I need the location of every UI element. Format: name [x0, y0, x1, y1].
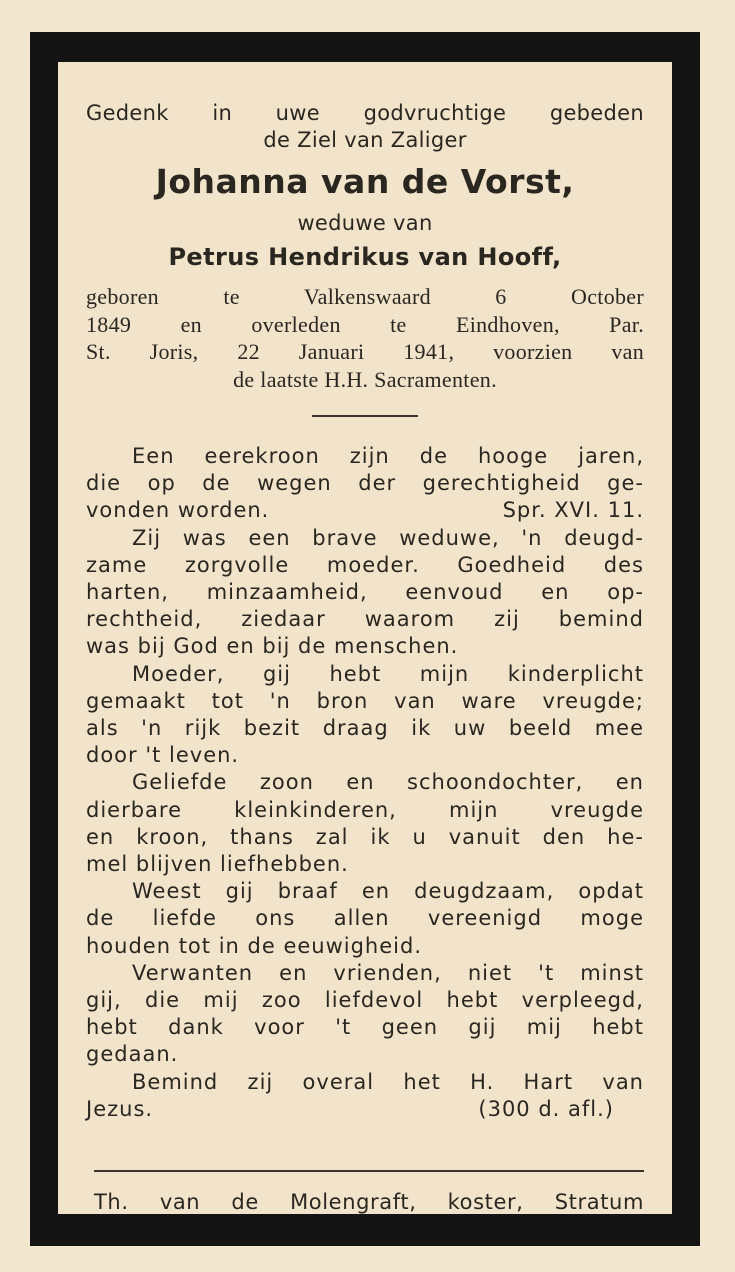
paragraph-line: de liefde ons allen vereenigd moge — [86, 906, 644, 931]
husband-name: Petrus Hendrikus van Hooff, — [168, 243, 562, 271]
verse-text: vonden worden. — [86, 498, 270, 523]
paragraph-line: rechtheid, ziedaar waarom zij bemind — [86, 607, 644, 632]
paragraph-line: Zij was een brave weduwe, 'n deugd- — [132, 525, 644, 550]
paragraph-line: als 'n rijk bezit draag ik uw beeld mee — [86, 716, 644, 741]
paragraph-line: dierbare kleinkinderen, mijn vreugde — [86, 797, 644, 822]
paragraph-line: Geliefde zoon en schoondochter, en — [132, 770, 644, 795]
paragraph-line: was bij God en bij de menschen. — [86, 634, 459, 659]
footer-rule — [94, 1170, 644, 1172]
scripture-reference: Spr. XVI. 11. — [502, 498, 644, 523]
verse-line: Een eerekroon zijn de hooge jaren, — [132, 444, 644, 468]
paragraph-line: mel blijven liefhebben. — [86, 852, 349, 877]
paragraph-line: door 't leven. — [86, 743, 240, 768]
prayer-text: Jezus. — [86, 1096, 154, 1121]
birth-death-line: 1849 en overleden te Eindhoven, Par. — [86, 311, 644, 337]
paragraph-line: houden tot in de eeuwigheid. — [86, 933, 422, 958]
paragraph-line: gemaakt tot 'n bron van ware vreugde; — [86, 688, 644, 713]
paragraph-line: Moeder, gij hebt mijn kinderplicht — [132, 661, 644, 686]
birth-death-line: St. Joris, 22 Januari 1941, voorzien van — [86, 339, 644, 364]
verse-line: die op de wegen der gerechtigheid ge- — [86, 471, 644, 496]
card-paper — [58, 62, 672, 1214]
paragraph-line: Verwanten en vrienden, niet 't minst — [132, 960, 644, 985]
prayer-line — [86, 1096, 644, 1123]
paragraph-line: gij, die mij zoo liefdevol hebt verpleegd, — [86, 988, 644, 1013]
indulgence-note: (300 d. afl.) — [478, 1096, 614, 1121]
birth-death-line: geboren te Valkenswaard 6 October — [86, 284, 644, 309]
prayer-line: Bemind zij overal het H. Hart van — [132, 1069, 644, 1094]
deceased-name: Johanna van de Vorst, — [155, 162, 575, 201]
printer-credit: Th. van de Molengraft, koster, Stratum — [94, 1190, 644, 1214]
paragraph-line: harten, minzaamheid, eenvoud en op- — [86, 580, 644, 605]
paragraph-line: Weest gij braaf en deugdzaam, opdat — [132, 879, 644, 904]
divider-rule — [312, 415, 418, 417]
header-line-1: Gedenk in uwe godvruchtige gebeden — [86, 101, 644, 125]
body-text — [86, 443, 644, 1123]
birth-death-line: de laatste H.H. Sacramenten. — [233, 366, 497, 392]
verse-line — [86, 497, 644, 524]
paragraph-line: zame zorgvolle moeder. Goedheid des — [86, 552, 644, 577]
paragraph-line: en kroon, thans zal ik u vanuit den he- — [86, 824, 644, 849]
card-content — [86, 100, 644, 1123]
paragraph-line: gedaan. — [86, 1042, 179, 1067]
paragraph-line: hebt dank voor 't geen gij mij hebt — [86, 1015, 644, 1040]
birth-death-block — [86, 283, 644, 393]
relation-text: weduwe van — [297, 211, 433, 235]
header-line-2: de Ziel van Zaliger — [263, 128, 467, 152]
